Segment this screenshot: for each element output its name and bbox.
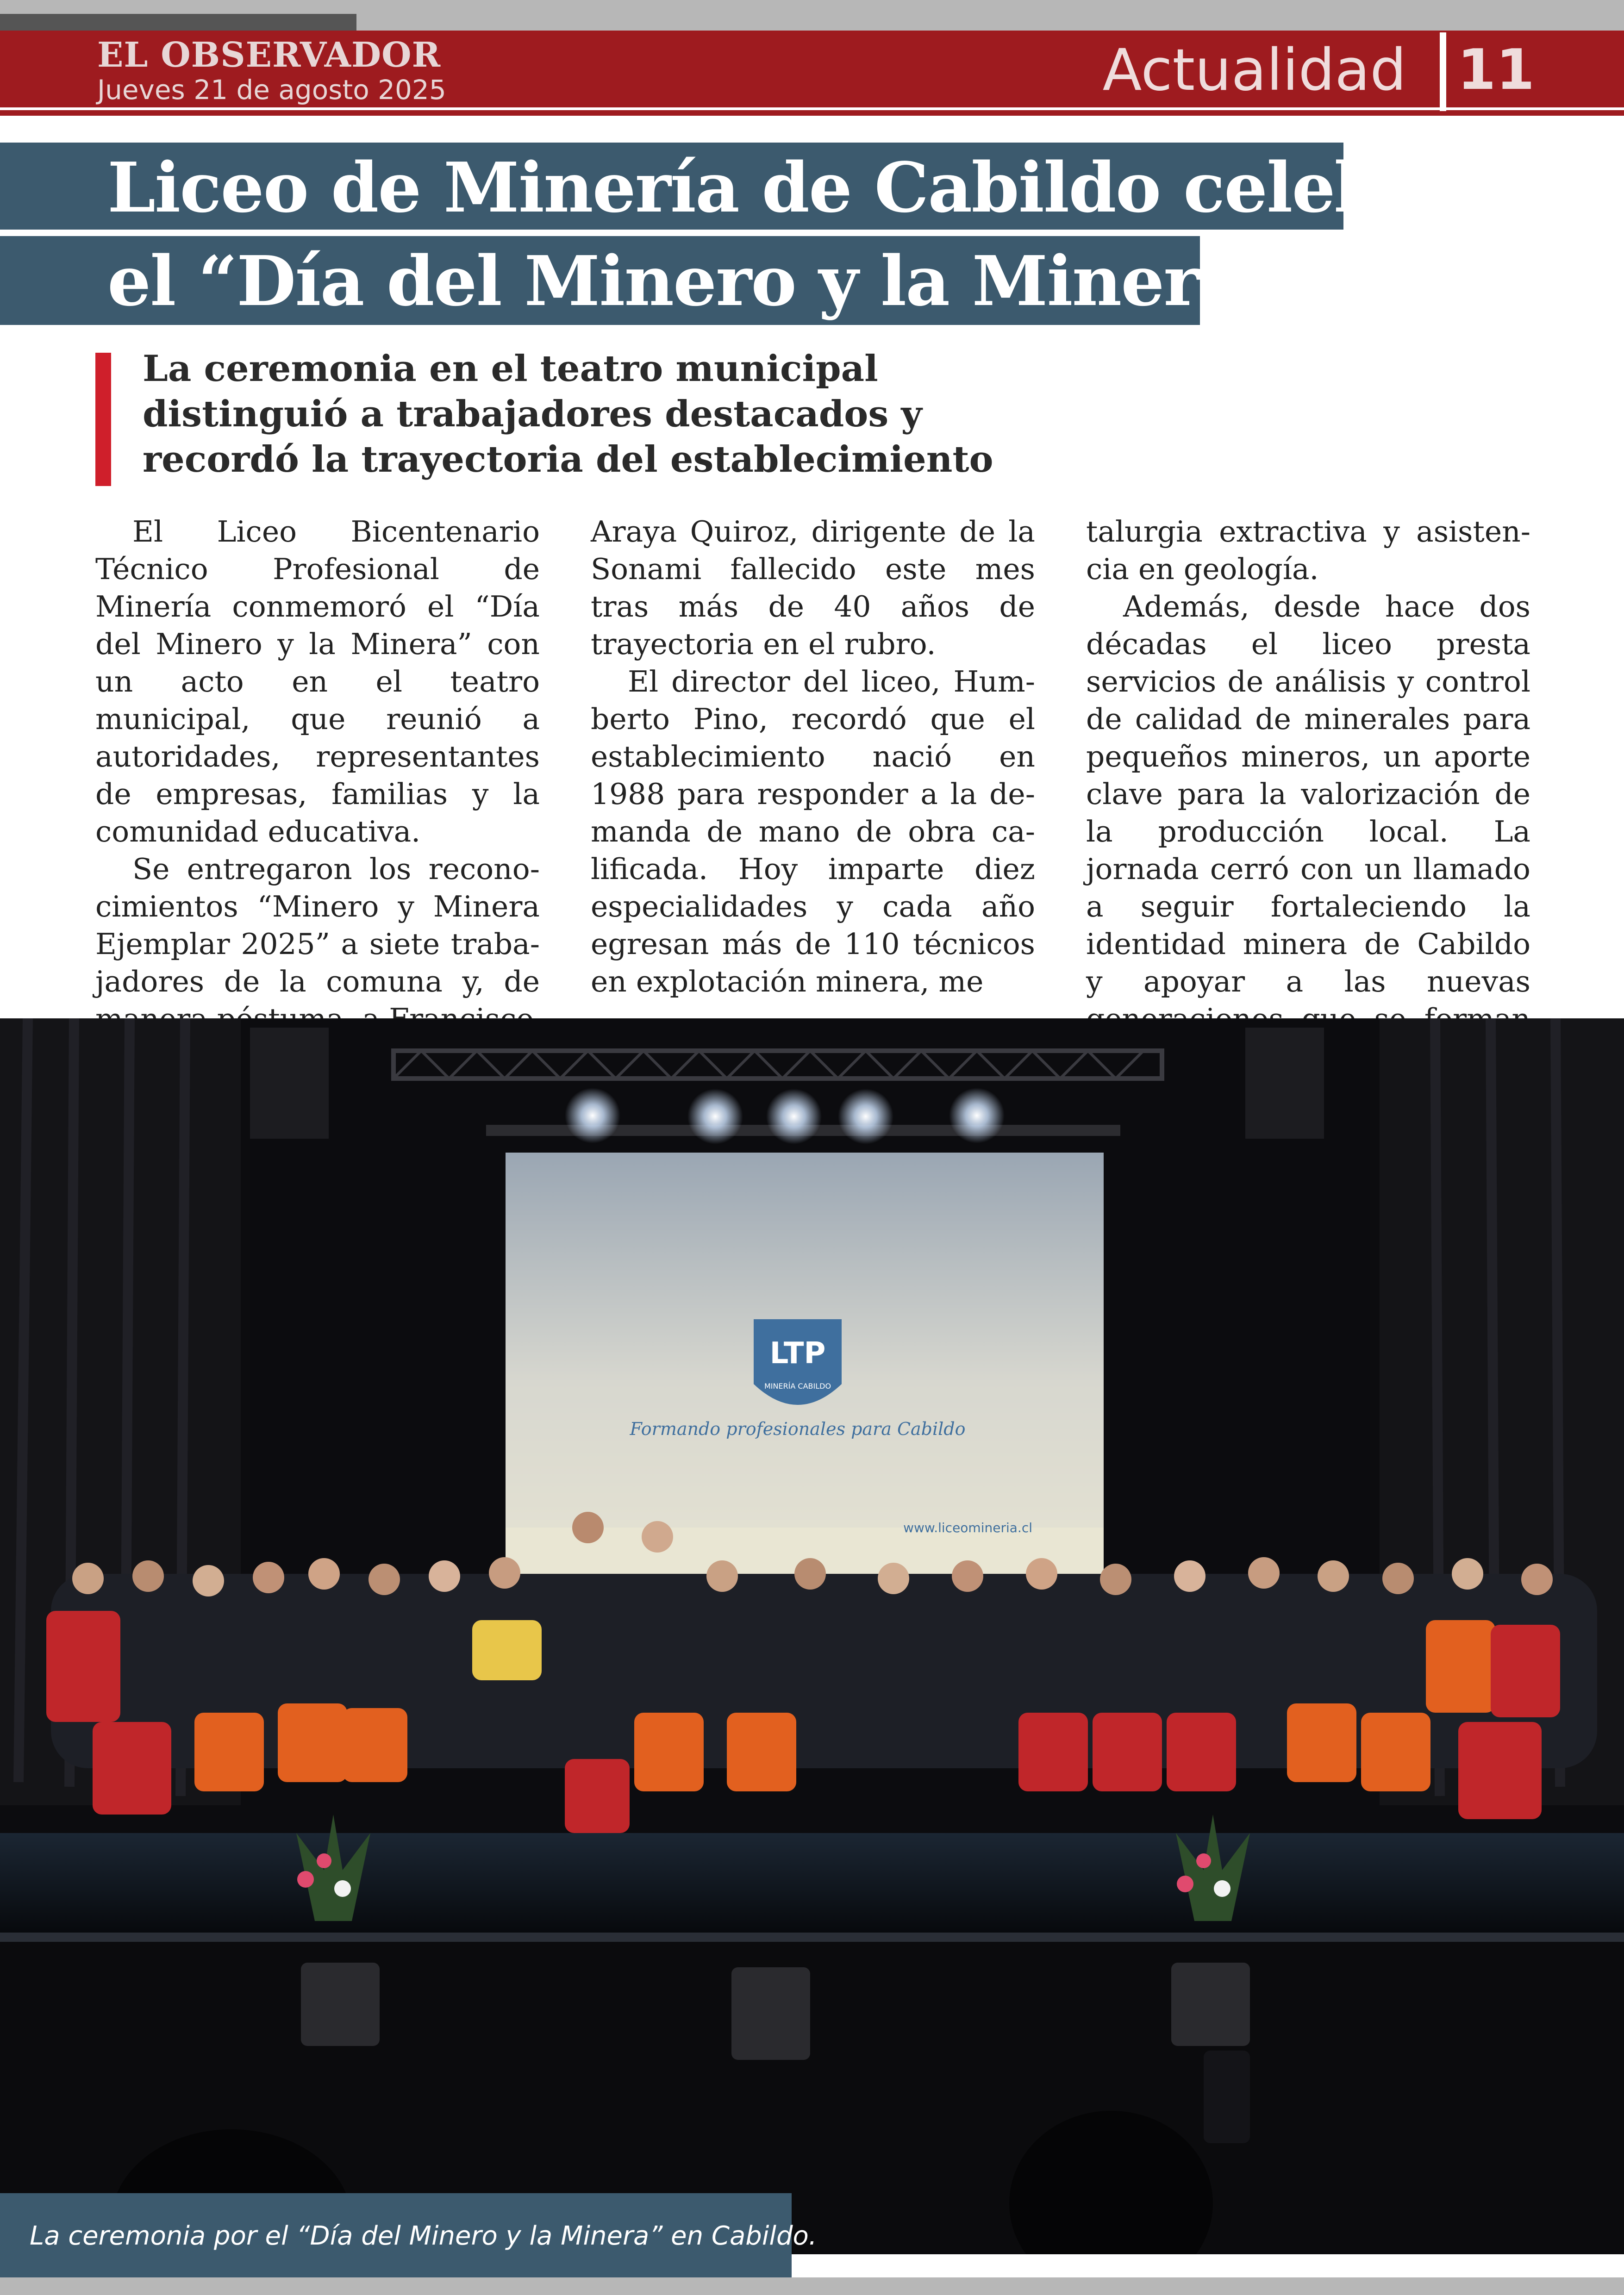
paragraph: El Liceo Bicentenario Técnico Profesional de Minería conmemoró el “Día del Minero y la Minera” con un acto en el teatro municipal, que reunió a autoridades, representantes de empresas, familias y la comunidad educativa. [95,515,540,848]
paragraph: Además, desde hace dos décadas el liceo presta servicios de análisis y control de calidad de minerales para pequeños mineros, un aporte clave para la valorización de la producción local. La jornada cerró con un llamado a seguir fortaleciendo la identidad minera de Cabildo y apoyar a las nuevas [1086,590,1530,998]
headline-line-2: el “Día del Minero y la Minera” [107,241,1281,321]
ceremony-photo [0,1018,1624,2254]
screen-logo-sub: MINERÍA CABILDO [764,1382,831,1391]
page-number: 11 [1457,38,1535,102]
masthead-divider-red [0,112,1624,116]
paragraph: Se entregaron los reconocimientos “Minero y Minera Ejemplar 2025” a siete trabajadores de la comuna y, de [95,852,540,998]
paragraph: El director del liceo, Humberto Pino, recordó que el establecimiento nació en 1988 para responder a la demanda de mano de obra calificada. Hoy imparte diez especialidades y cada año egresan más de 110 técnicos en explotación minera, me [591,665,1035,998]
subtitle-line: distinguió a trabajadores destacados y [143,393,922,435]
subtitle-accent-bar [95,353,111,486]
screen-url: www.liceomineria.cl [903,1520,1032,1535]
screen-logo: LTP [769,1336,826,1371]
subtitle [143,346,1022,482]
bottom-gray-strip [0,2277,1624,2295]
paragraph: talurgia extractiva y asistencia en geología. [1086,515,1530,586]
screen-slogan: Formando profesionales para Cabildo [630,1419,966,1439]
subtitle-line: La ceremonia en el teatro municipal [143,348,878,390]
ceremony-photo-illustration [0,1018,1624,2254]
top-dark-tab [0,14,356,31]
photo-caption: La ceremonia por el “Día del Minero y la Minera” en Cabildo. [30,2221,817,2251]
section-divider [1440,32,1446,111]
section-name: Actualidad [1102,37,1406,104]
newspaper-brand: EL OBSERVADOR [97,35,441,75]
article-column-2 [591,513,1035,1000]
paragraph: Araya Quiroz, dirigente de la Sonami fallecido este mes tras más de 40 años de trayectoria en el rubro. [591,515,1035,661]
headline-line-1: Liceo de Minería de Cabildo celebró [107,147,1462,228]
article-column-1 [95,513,540,1038]
article-column-3 [1086,513,1530,1075]
masthead-divider [0,107,1624,110]
issue-date: Jueves 21 de agosto 2025 [97,74,446,106]
subtitle-line: recordó la trayectoria del establecimiento [143,438,993,480]
